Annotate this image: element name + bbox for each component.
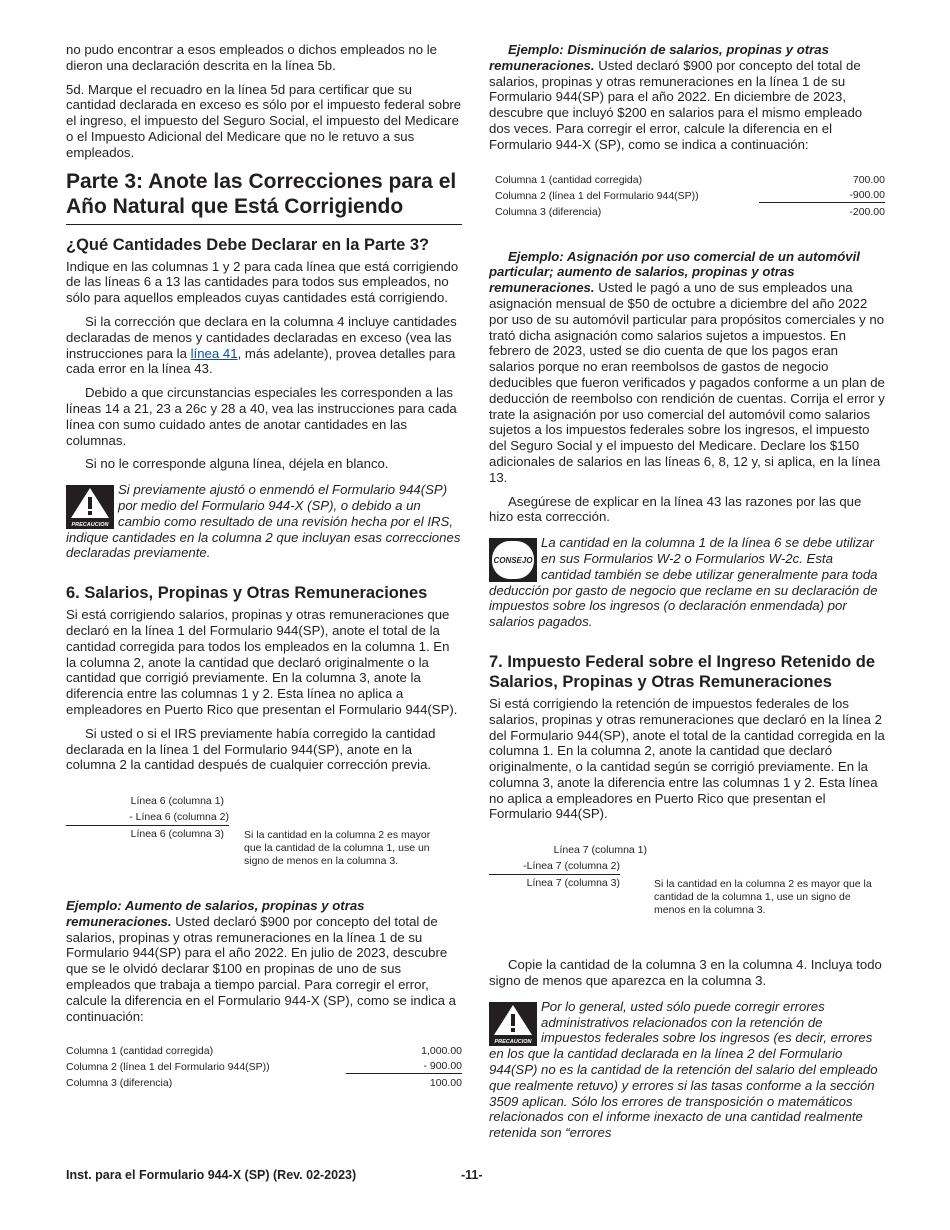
what-amounts-heading: ¿Qué Cantidades Debe Declarar en la Parte 3? xyxy=(66,235,430,254)
what-paragraph-3: Debido a que circunstancias especiales les corresponden a las líneas 14 a 21, 23 a 26c y 28 a 40, vea las instrucciones para cada línea con sumo cuidado antes de anotar cantidades en las columnas. xyxy=(66,385,457,448)
table-row: Columna 3 (diferencia) 100.00 xyxy=(66,1077,462,1090)
line-6-row-2: - Línea 6 (columna 2) xyxy=(66,809,229,826)
paragraph-top: no pudo encontrar a esos empleados o dichos empleados no le dieron una declaración descrita en la línea 5b. xyxy=(66,42,437,73)
page-footer xyxy=(66,1168,885,1184)
page-number: -11- xyxy=(461,1168,483,1182)
svg-text:CONSEJO: CONSEJO xyxy=(493,556,533,566)
line-41-link[interactable]: línea 41 xyxy=(190,345,238,361)
paragraph-5d: 5d. Marque el recuadro en la línea 5d para certificar que su cantidad declarada en exceso es sólo por el impuesto federal sobre el ingreso, el impuesto del Seguro Social, el impuesto del Medicare o el Impuesto Adicional del Medicare que no le retuvo a sus empleados. xyxy=(66,81,462,160)
example-1: Ejemplo: Aumento de salarios, propinas y otras remuneraciones. Usted declaró $900 por concepto del total de salarios, propinas y otras remuneraciones en la línea 1 de su Formulario 944(SP) para el año 2022. En julio de 2023, descubre que se le olvidó declarar $100 en propinas de uno de sus empleados que trabaja a tiempo parcial. Para corregir el error, calcule la diferencia en el Formulario 944-X (SP), como se indica a continuación: xyxy=(66,898,456,1024)
table-row: Columna 2 (línea 1 del Formulario 944(SP)) -900.00 xyxy=(495,188,885,202)
svg-text:PRECAUCION: PRECAUCION xyxy=(494,1038,532,1045)
example-3-paragraph-2: Asegúrese de explicar en la línea 43 las razones por las que hizo esta corrección. xyxy=(489,493,862,525)
line-6-row-3: Línea 6 (columna 3) xyxy=(130,828,224,841)
line-6-row-1: Línea 6 (columna 1) xyxy=(130,795,224,808)
right-column xyxy=(489,42,885,1151)
what-paragraph-1: Indique en las columnas 1 y 2 para cada línea que está corrigiendo de las líneas 6 a 13 las cantidades para todos sus empleados, no sólo para aquellos empleados cuyas cantidades está corrigiendo. xyxy=(66,258,459,306)
tip-icon xyxy=(489,538,537,582)
table-row: Columna 1 (cantidad corregida) 700.00 xyxy=(495,173,885,186)
footer-title: Inst. para el Formulario 944-X (SP) (Rev. 02-2023) xyxy=(66,1168,357,1182)
line-7-row-3: Línea 7 (columna 3) xyxy=(526,877,620,890)
caution-icon xyxy=(66,485,114,529)
caution-note-1: PRECAUCION Si previamente ajustó o enmendó el Formulario 944(SP) por medio del Formulario 944-X (SP), o debido a un cambio como resultado de una revisión hecha por el IRS, indique cantidades en la columna 2 que incluyan esas correcciones declaradas previamente. xyxy=(66,482,461,561)
table-row: Columna 1 (cantidad corregida) 1,000.00 xyxy=(66,1045,462,1058)
section-7-heading: 7. Impuesto Federal sobre el Ingreso Retenido de Salarios, Propinas y Otras Remuneraciones xyxy=(489,652,876,691)
line-7-calc xyxy=(489,842,885,917)
what-paragraph-4: Si no le corresponde alguna línea, déjela en blanco. xyxy=(85,456,389,472)
example-2: Ejemplo: Disminución de salarios, propinas y otras remuneraciones. Usted declaró $900 por concepto del total de salarios, propinas y otras remuneraciones en la línea 1 de su Formulario 944(SP) para el año 2022. En diciembre de 2023, descubre que incluyó $200 en salarios para el mismo empleado dos veces. Para corregir el error, calcule la diferencia en el Formulario 944-X (SP), como se indica a continuación: xyxy=(489,42,863,152)
line-6-calc xyxy=(66,793,462,868)
example-2-table xyxy=(495,171,885,219)
table-row: Columna 2 (línea 1 del Formulario 944(SP)) - 900.00 xyxy=(66,1060,462,1074)
section-7-paragraph-2: Copie la cantidad de la columna 3 en la columna 4. Incluya todo signo de menos que aparezca en la columna 3. xyxy=(489,957,882,989)
table-row: Columna 3 (diferencia) -200.00 xyxy=(495,205,885,218)
section-6-heading: 6. Salarios, Propinas y Otras Remuneraciones xyxy=(66,584,428,603)
svg-text:PRECAUCION: PRECAUCION xyxy=(71,522,109,529)
section-6-paragraph-1: Si está corrigiendo salarios, propinas y otras remuneraciones que declaró en la línea 1 del Formulario 944(SP), anote el total de la cantidad corregida para todos los empleados en la columna 1. En la columna 2, anote la cantidad que declaró originalmente o la cantidad que corrigió previamente. En la columna 3, anote la diferencia entre las columnas 1 y 2. Esta línea no aplica a empleadores en Puerto Rico que presentan el Formulario 944(SP). xyxy=(66,607,458,717)
line-7-explanation: Si la cantidad en la columna 2 es mayor que la cantidad de la columna 1, use un signo de menos en la columna 3. xyxy=(654,878,872,917)
example-1-table xyxy=(66,1042,462,1090)
tip-note: CONSEJO La cantidad en la columna 1 de la línea 6 se debe utilizar en sus Formularios W-2 o Formularios W-2c. Esta cantidad también se debe utilizar generalmente para toda deducción por gasto de negocio que reclame en su declaración de impuestos sobre los ingresos (o declaración enmendada) por salarios pagados. xyxy=(489,535,878,630)
caution-icon xyxy=(489,1002,537,1046)
example-3: Ejemplo: Asignación por uso comercial de un automóvil particular; aumento de salarios, propinas y otras remuneraciones. Usted le pagó a uno de sus empleados una asignación mensual de $50 de octubre a diciembre del año 2022 por uso de su automóvil particular para propósitos comerciales y no trató dicha asignación como salarios sujetos a impuestos. En febrero de 2023, usted se dio cuenta de que los pagos eran salarios porque no eran reembolsos de gastos de negocio deducibles que fueron verificados y pagados conforme a un plan de deducción de reembolso con rendición de cuentas. Corrija el error y trate la asignación por uso comercial del automóvil como salarios sujetos a los impuestos federales sobre los ingresos, el impuesto del Seguro Social y el impuesto del Medicare. Declare los $150 adicionales de salarios en las líneas 6, 8, 12 y, si aplica, en la línea 13. xyxy=(489,248,885,485)
caution-note-2: PRECAUCION Por lo general, usted sólo puede corregir errores administrativos relacionados con la retención de impuestos federales sobre los ingresos (es decir, errores en los que la cantidad declarada en la línea 2 del Formulario 944(SP) no es la cantidad de la retención del salario del empleado que realmente retuvo) y errores si las tasas conforme a la sección 3509 aplican. Sólo los errores de transposición o matemáticos relacionados con el informe inexacto de una cantidad realmente retenida son “errores xyxy=(489,998,878,1141)
line-6-explanation: Si la cantidad en la columna 2 es mayor que la cantidad de la columna 1, use un signo de menos en la columna 3. xyxy=(244,829,431,868)
line-7-row-1: Línea 7 (columna 1) xyxy=(553,844,647,857)
section-7-paragraph-1: Si está corrigiendo la retención de impuestos federales de los salarios, propinas y otras remuneraciones que declaró en la línea 2 del Formulario 944(SP), anote el total de la cantidad corregida en la columna 1. En la columna 2, anote la cantidad que declaró originalmente, o la cantidad según se corrigió previamente. En la columna 3, anote la diferencia entre las columnas 1 y 2. Esta línea no aplica a empleadores en Puerto Rico que presentan el Formulario 944(SP). xyxy=(489,695,885,822)
what-paragraph-2: Si la corrección que declara en la columna 4 incluye cantidades declaradas de menos y cantidades declaradas en exceso (vea las instrucciones para la línea 41, más adelante), provea detalles para cada error en la línea 43. xyxy=(66,313,457,377)
part3-heading: Parte 3: Anote las Correcciones para el Año Natural que Está Corrigiendo xyxy=(66,169,462,225)
section-6-paragraph-2: Si usted o si el IRS previamente había corregido la cantidad declarada en la línea 1 del Formulario 944(SP), anote en la columna 2 la cantidad después de cualquier corrección previa. xyxy=(66,725,436,773)
line-7-row-2: -Línea 7 (columna 2) xyxy=(489,858,620,875)
left-column xyxy=(66,42,462,1112)
